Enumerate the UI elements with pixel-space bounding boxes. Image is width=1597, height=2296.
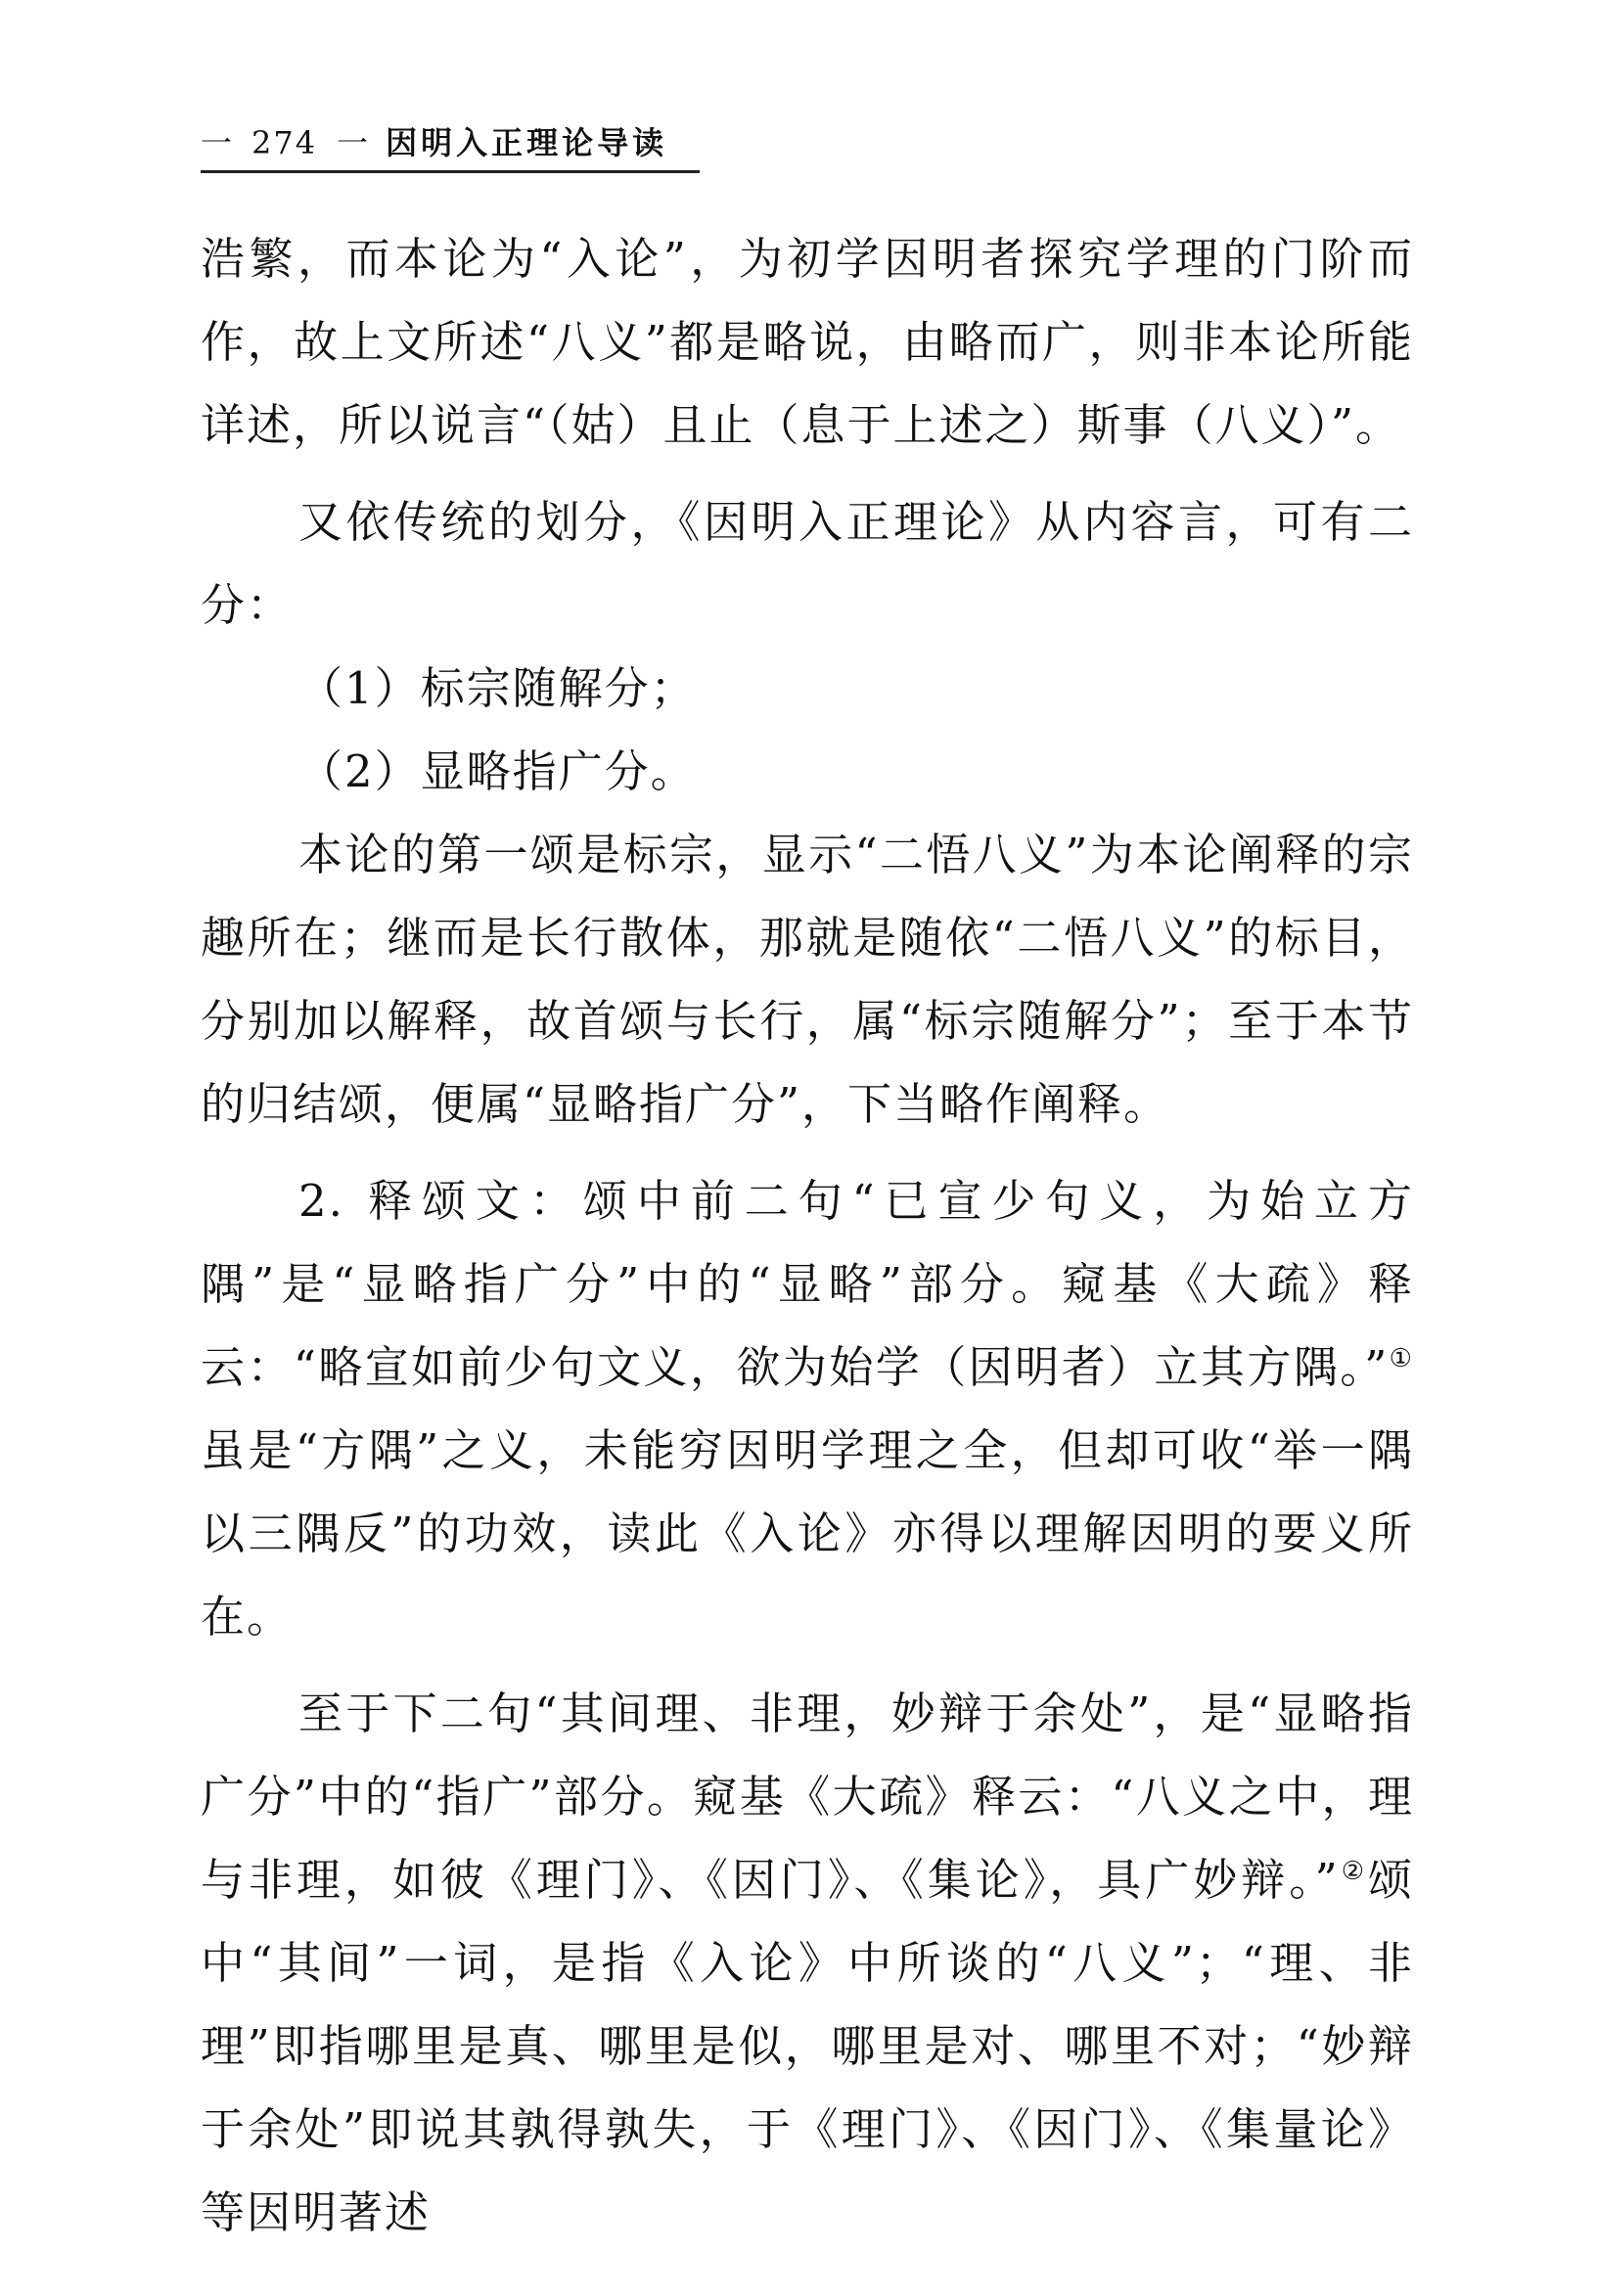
page-number: 274 [251, 124, 318, 161]
paragraph-last-two-lines [201, 1672, 1414, 2254]
paragraph-first-verse: 本论的第一颂是标宗，显示“二悟八义”为本论阐释的宗趣所在；继而是长行散体，那就是随依“二悟八义”的标目，分别加以解释，故首颂与长行，属“标宗随解分”；至于本节的归结颂，便属“显略指广分”，下当略作阐释。 [201, 829, 1414, 1130]
verse-explanation-cont: 虽是“方隅”之义，未能穷因明学理之全，但却可收“举一隅以三隅反”的功效，读此《入论》亦得以理解因明的要义所在。 [201, 1424, 1414, 1643]
header-dash-left: 一 [201, 124, 233, 161]
verse-explanation-text: 2. 释颂文：颂中前二句“已宣少句义，为始立方隅”是“显略指广分”中的“显略”部分。窥基《大疏》释云：“略宣如前少句文义，欲为始学（因明者）立其方隅。” [201, 1175, 1414, 1393]
list-item-1: （1）标宗随解分； [298, 662, 697, 714]
body-text [201, 217, 1414, 2254]
footnote-mark-2: ② [1339, 1857, 1368, 1886]
book-title: 因明入正理论导读 [386, 124, 668, 161]
last-two-lines-cont: 颂中“其间”一词，是指《入论》中所谈的“八义”；“理、非理”即指哪里是真、哪里是似，哪里是对、哪里不对；“妙辩于余处”即说其孰得孰失，于《理门》、《因门》、《集量论》等因明著述 [201, 1854, 1415, 2238]
last-two-lines-text: 至于下二句“其间理、非理，妙辩于余处”，是“显略指广分”中的“指广”部分。窥基《大疏》释云：“八义之中，理与非理，如彼《理门》、《因门》、《集论》，具广妙辩。” [201, 1688, 1414, 1906]
paragraph-verse-explanation [201, 1159, 1414, 1658]
list-item-2: （2）显略指广分。 [298, 745, 697, 797]
footnote-mark-1: ① [1389, 1344, 1414, 1373]
paragraph-division: 又依传统的划分，《因明入正理论》从内容言，可有二分： [201, 496, 1414, 631]
paragraph-continuation: 浩繁，而本论为“入论”，为初学因明者探究学理的门阶而作，故上文所述“八义”都是略说，由略而广，则非本论所能详述，所以说言“（姑）且止（息于上述之）斯事（八义）”。 [201, 233, 1414, 451]
running-header [201, 115, 700, 173]
header-dash-right: 一 [337, 124, 369, 161]
